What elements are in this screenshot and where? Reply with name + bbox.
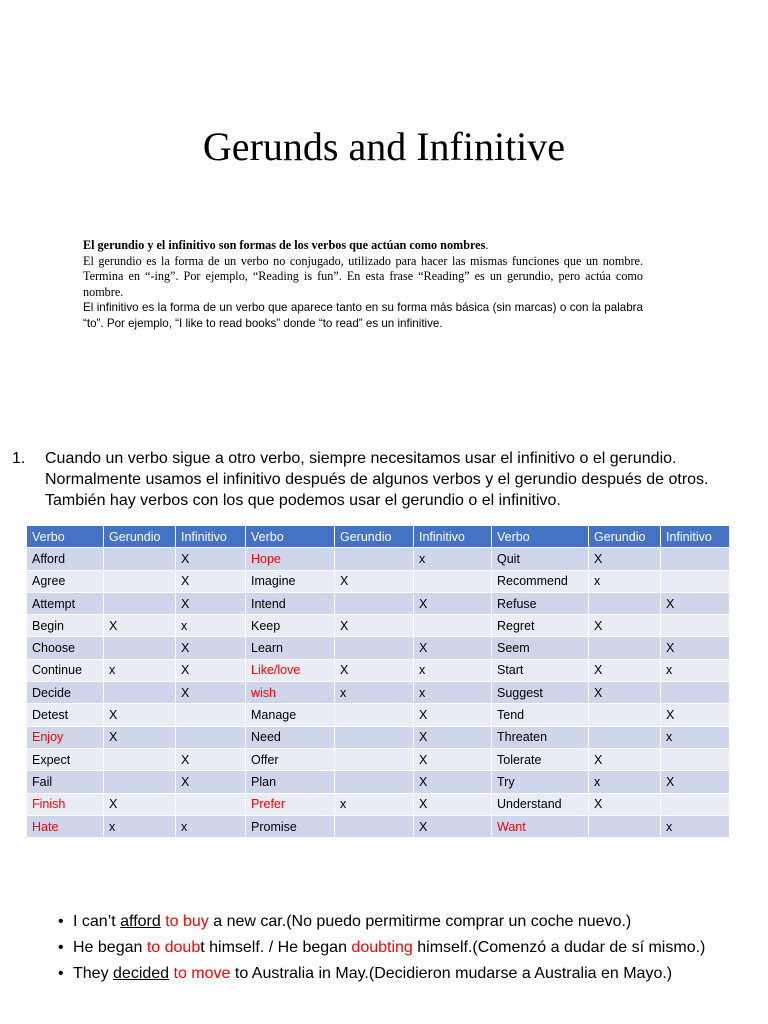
- table-row: [27, 615, 730, 637]
- example-item: [58, 912, 738, 932]
- gerund-mark-cell: [335, 548, 414, 570]
- verb-cell: Keep: [246, 615, 335, 637]
- verb-cell: Hate: [27, 815, 104, 837]
- gerund-mark-cell: X: [104, 726, 176, 748]
- verb-cell: Tolerate: [492, 748, 589, 770]
- verb-cell: Agree: [27, 570, 104, 592]
- gerund-mark-cell: [335, 748, 414, 770]
- rule-number: 1.: [12, 450, 26, 467]
- gerund-mark-cell: [335, 637, 414, 659]
- examples-list: [58, 912, 738, 990]
- verb-cell: Prefer: [246, 793, 335, 815]
- table-row: [27, 592, 730, 614]
- verb-cell: Decide: [27, 682, 104, 704]
- gerund-definition: El gerundio es la forma de un verbo no conjugado, utilizado para hacer las mismas funciones que un nombre. Termina en “-ing”. Por ejemplo, “Reading is fun”. En esta frase “Reading” es un gerundio, pero actúa como nombre.: [83, 253, 643, 299]
- verb-cell: Plan: [246, 771, 335, 793]
- verb-cell: Manage: [246, 704, 335, 726]
- gerund-mark-cell: [104, 748, 176, 770]
- highlighted-verb: doubting: [351, 939, 413, 956]
- infinitive-mark-cell: X: [661, 637, 730, 659]
- gerund-mark-cell: x: [104, 659, 176, 681]
- infinitive-mark-cell: [661, 682, 730, 704]
- gerund-mark-cell: x: [335, 793, 414, 815]
- verb-cell: Hope: [246, 548, 335, 570]
- gerund-mark-cell: [104, 682, 176, 704]
- verb-cell: Quit: [492, 548, 589, 570]
- table-header-cell: Gerundio: [104, 526, 176, 548]
- table-header-cell: Infinitivo: [414, 526, 492, 548]
- verb-cell: Continue: [27, 659, 104, 681]
- infinitive-mark-cell: X: [176, 592, 246, 614]
- gerund-mark-cell: X: [589, 793, 661, 815]
- infinitive-mark-cell: X: [176, 570, 246, 592]
- verb-cell: Intend: [246, 592, 335, 614]
- verb-table: [26, 525, 730, 838]
- gerund-mark-cell: [589, 726, 661, 748]
- gerund-mark-cell: [335, 726, 414, 748]
- rule-point: [12, 448, 752, 511]
- verb-cell: Begin: [27, 615, 104, 637]
- infinitive-mark-cell: x: [414, 682, 492, 704]
- verb-cell: Seem: [492, 637, 589, 659]
- underlined-verb: decided: [113, 965, 170, 982]
- example-text: himself.(Comenzó a dudar de sí mismo.): [412, 939, 706, 956]
- example-text: He began: [73, 939, 147, 956]
- infinitive-mark-cell: x: [176, 615, 246, 637]
- verb-cell: Fail: [27, 771, 104, 793]
- verb-cell: Want: [492, 815, 589, 837]
- infinitive-mark-cell: x: [661, 726, 730, 748]
- page-title: Gerunds and Infinitive: [202, 124, 566, 169]
- infinitive-mark-cell: x: [661, 815, 730, 837]
- table-row: [27, 659, 730, 681]
- verb-cell: Regret: [492, 615, 589, 637]
- infinitive-mark-cell: X: [414, 748, 492, 770]
- verb-cell: Start: [492, 659, 589, 681]
- infinitive-mark-cell: X: [414, 815, 492, 837]
- infinitive-mark-cell: X: [661, 704, 730, 726]
- verb-cell: Promise: [246, 815, 335, 837]
- table-row: [27, 815, 730, 837]
- table-row: [27, 570, 730, 592]
- verb-cell: Tend: [492, 704, 589, 726]
- table-header-cell: Verbo: [492, 526, 589, 548]
- example-item: [58, 938, 738, 958]
- infinitive-mark-cell: X: [176, 659, 246, 681]
- verb-cell: Imagine: [246, 570, 335, 592]
- verb-cell: Expect: [27, 748, 104, 770]
- infinitive-mark-cell: [414, 570, 492, 592]
- infinitive-mark-cell: [661, 748, 730, 770]
- gerund-mark-cell: [589, 637, 661, 659]
- example-text: to Australia in May.(Decidieron mudarse a Australia en Mayo.): [230, 965, 673, 982]
- infinitive-mark-cell: [661, 548, 730, 570]
- infinitive-mark-cell: x: [414, 548, 492, 570]
- infinitive-mark-cell: [414, 615, 492, 637]
- infinitive-mark-cell: X: [414, 637, 492, 659]
- verb-cell: Detest: [27, 704, 104, 726]
- infinitive-mark-cell: [176, 793, 246, 815]
- gerund-mark-cell: [589, 704, 661, 726]
- table-header-cell: Verbo: [246, 526, 335, 548]
- underlined-verb: afford: [120, 913, 161, 930]
- gerund-mark-cell: [589, 592, 661, 614]
- infinitive-mark-cell: X: [414, 726, 492, 748]
- infinitive-definition: El infinitivo es la forma de un verbo que aparece tanto en su forma más básica (sin marcas) o con la palabra “to”. Por ejemplo, “I like to read books” donde “to read” es un infinitive.: [83, 301, 643, 330]
- infinitive-mark-cell: [661, 793, 730, 815]
- verb-cell: Threaten: [492, 726, 589, 748]
- gerund-mark-cell: [589, 815, 661, 837]
- table-row: [27, 793, 730, 815]
- verb-cell: Refuse: [492, 592, 589, 614]
- table-row: [27, 726, 730, 748]
- gerund-mark-cell: [335, 704, 414, 726]
- infinitive-mark-cell: X: [176, 682, 246, 704]
- verb-cell: Enjoy: [27, 726, 104, 748]
- intro-heading: [83, 238, 643, 254]
- infinitive-mark-cell: X: [414, 592, 492, 614]
- gerund-mark-cell: X: [589, 548, 661, 570]
- table-header-cell: Gerundio: [589, 526, 661, 548]
- verb-cell: Attempt: [27, 592, 104, 614]
- table-row: [27, 637, 730, 659]
- gerund-mark-cell: X: [104, 615, 176, 637]
- verb-cell: Suggest: [492, 682, 589, 704]
- verb-cell: Recommend: [492, 570, 589, 592]
- gerund-mark-cell: X: [335, 570, 414, 592]
- infinitive-mark-cell: [661, 570, 730, 592]
- gerund-mark-cell: x: [335, 682, 414, 704]
- infinitive-mark-cell: X: [661, 771, 730, 793]
- example-text: a new car.(No puedo permitirme comprar un coche nuevo.): [208, 913, 632, 930]
- gerund-mark-cell: X: [335, 659, 414, 681]
- intro-bold-line: El gerundio y el infinitivo son formas de los verbos que actúan como nombres: [83, 238, 486, 252]
- gerund-mark-cell: [104, 592, 176, 614]
- gerund-mark-cell: [104, 570, 176, 592]
- verb-cell: Understand: [492, 793, 589, 815]
- example-item: [58, 964, 738, 984]
- verb-cell: Need: [246, 726, 335, 748]
- table-row: [27, 748, 730, 770]
- verb-cell: Try: [492, 771, 589, 793]
- highlighted-verb: to move: [173, 965, 231, 982]
- gerund-mark-cell: X: [335, 615, 414, 637]
- infinitive-mark-cell: [176, 704, 246, 726]
- infinitive-mark-cell: X: [661, 592, 730, 614]
- infinitive-mark-cell: [176, 726, 246, 748]
- infinitive-mark-cell: X: [414, 704, 492, 726]
- intro-block: [83, 238, 643, 331]
- gerund-mark-cell: X: [589, 615, 661, 637]
- infinitive-mark-cell: X: [176, 748, 246, 770]
- verb-cell: Like/love: [246, 659, 335, 681]
- gerund-mark-cell: [104, 637, 176, 659]
- gerund-mark-cell: [104, 771, 176, 793]
- highlighted-verb: to doub: [146, 939, 201, 956]
- verb-cell: Afford: [27, 548, 104, 570]
- infinitive-mark-cell: x: [661, 659, 730, 681]
- gerund-mark-cell: x: [589, 570, 661, 592]
- table-header-cell: Gerundio: [335, 526, 414, 548]
- gerund-mark-cell: [335, 815, 414, 837]
- table-row: [27, 771, 730, 793]
- example-text: They: [73, 965, 114, 982]
- gerund-mark-cell: x: [104, 815, 176, 837]
- example-text: I can’t: [73, 913, 121, 930]
- table-row: [27, 548, 730, 570]
- verb-cell: Finish: [27, 793, 104, 815]
- infinitive-mark-cell: X: [176, 637, 246, 659]
- table-row: [27, 704, 730, 726]
- table-header-cell: Infinitivo: [176, 526, 246, 548]
- table-row: [27, 682, 730, 704]
- infinitive-mark-cell: X: [414, 793, 492, 815]
- rule-text: Cuando un verbo sigue a otro verbo, siempre necesitamos usar el infinitivo o el gerundio. Normalmente usamos el infinitivo después de algunos verbos y el gerundio después de otros. También hay verbos con los que podemos usar el gerundio o el infinitivo.: [45, 450, 709, 509]
- verb-cell: wish: [246, 682, 335, 704]
- infinitive-mark-cell: [661, 615, 730, 637]
- verb-cell: Offer: [246, 748, 335, 770]
- infinitive-mark-cell: x: [176, 815, 246, 837]
- verb-cell: Choose: [27, 637, 104, 659]
- table-header-row: [27, 526, 730, 548]
- gerund-mark-cell: x: [589, 771, 661, 793]
- infinitive-mark-cell: x: [414, 659, 492, 681]
- gerund-mark-cell: [335, 771, 414, 793]
- intro-bold-line-end: .: [485, 238, 489, 252]
- gerund-mark-cell: X: [589, 682, 661, 704]
- infinitive-mark-cell: X: [414, 771, 492, 793]
- infinitive-mark-cell: X: [176, 771, 246, 793]
- table-header-cell: Verbo: [27, 526, 104, 548]
- gerund-mark-cell: [104, 548, 176, 570]
- verb-cell: Learn: [246, 637, 335, 659]
- table-header-cell: Infinitivo: [661, 526, 730, 548]
- gerund-mark-cell: X: [104, 793, 176, 815]
- infinitive-mark-cell: X: [176, 548, 246, 570]
- example-text: t himself. / He began: [200, 939, 352, 956]
- highlighted-verb: to buy: [165, 913, 209, 930]
- gerund-mark-cell: X: [104, 704, 176, 726]
- gerund-mark-cell: [335, 592, 414, 614]
- gerund-mark-cell: X: [589, 659, 661, 681]
- gerund-mark-cell: X: [589, 748, 661, 770]
